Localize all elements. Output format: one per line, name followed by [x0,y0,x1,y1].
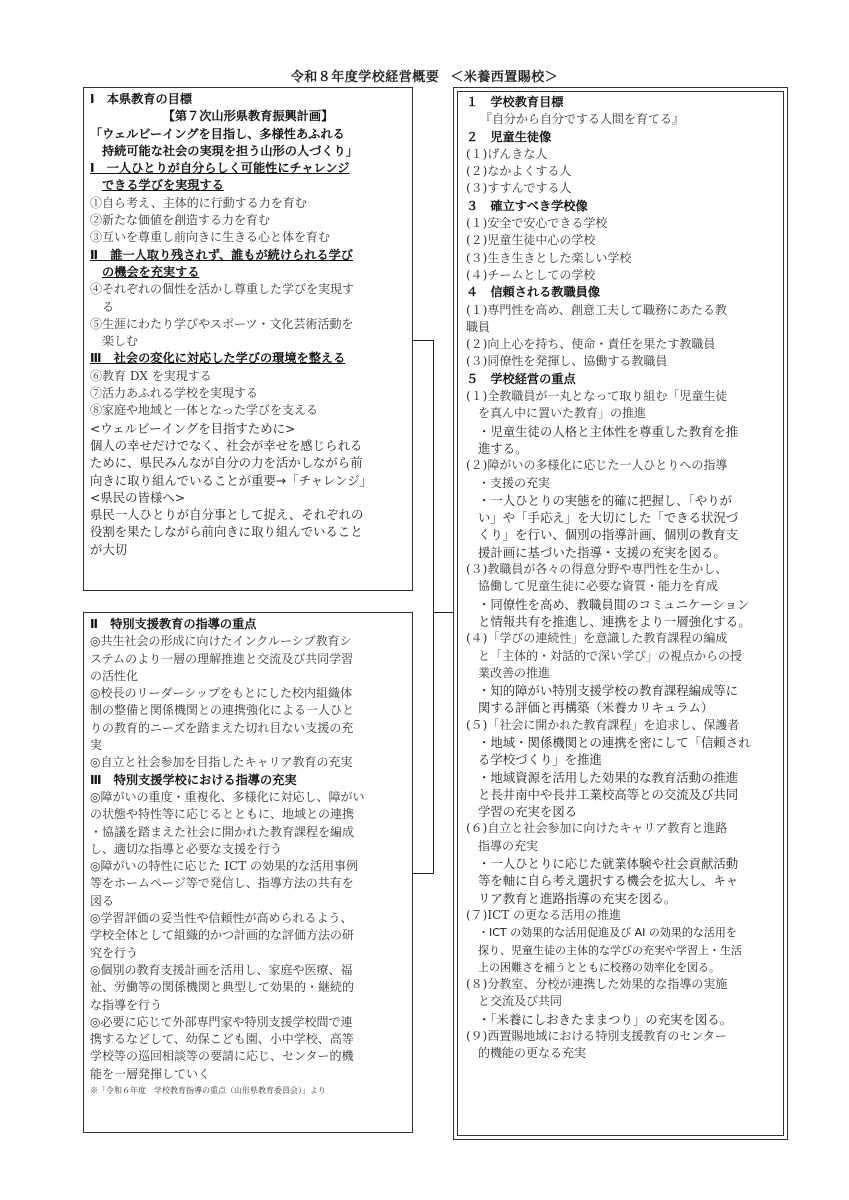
list-item: ⑥教育 DX を実現する [90,368,212,383]
bullet-line: 実 [90,738,103,753]
bullet-line: ・協議を踏まえた社会に開かれた教育課程を編成 [90,824,355,839]
priority-item: (１)全教職員が一丸となって取り組む「児童生徒 [466,389,728,404]
priority-detail: ・児童生徒の人格と主体性を尊重した教育を推 [478,423,739,439]
priority-item: を真ん中に置いた教育」の推進 [478,406,647,421]
list-item: ⑧家庭や地域と一体となった学びを支える [90,403,319,418]
education-goals-box [83,87,413,591]
bullet-line: 携するなどして、幼保こども園、小中学校、高等 [90,1032,354,1047]
bullet-line: な指導を行う [90,997,163,1012]
connector-line [413,340,434,341]
list-item: (４)チームとしての学校 [466,267,596,282]
pillar-heading: の機会を充実する [102,264,200,279]
people-text: 役割を果たしながら前向きに取り組んでいること [90,524,363,540]
section-heading: ５ 学校経営の重点 [466,371,576,386]
pillar-heading: Ⅱ 誰一人取り残されず、誰もが続けられる学び [90,247,353,262]
bullet-line: ステムのより一層の理解推進と交流及び共同学習 [90,651,354,666]
bullet-line: 等をホームページ等で発信し、指導方法の共有を [90,876,354,891]
bullet-line: 学校等の巡回相談等の要請に応じ、センター的機 [90,1049,354,1064]
priority-item: (８)分教室、分校が連携した効果的な指導の実施 [466,977,728,992]
connector-line [413,873,434,874]
bullet-line: し、適切な指導と必要な支援を行う [90,841,283,856]
footnote: ※「令和６年度 学校教育指導の重点（山形県教育委員会）」より [90,1086,326,1096]
list-item: (１)げんきな人 [466,146,548,161]
priority-detail: ・地域・関係機関との連携を密にして「信頼され [478,734,751,750]
bullet-line: ◎障がいの特性に応じた ICT の効果的な活用事例 [90,859,359,874]
priority-detail: 進する。 [478,440,528,456]
bullet-line: ◎必要に応じて外部専門家や特別支援学校間で連 [90,1014,353,1029]
list-item: (２)向上心を持ち、使命・責任を果たす教職員 [466,337,716,352]
bullet-line: 究を行う [90,945,139,960]
priority-item: ・支援の充実 [478,475,551,490]
wellbeing-text: 個人の幸せだけでなく、社会が幸せを感じられる [90,437,363,453]
section-heading: ３ 確立すべき学校像 [466,198,588,213]
list-item: (１)専門性を高め、創意工夫して職務にあたる教 [466,302,727,317]
priority-item: と交流及び共同 [478,994,563,1009]
bullet-line: 制の整備と関係機関との連携強化による一人ひと [90,703,355,718]
wellbeing-text: 向きに取り組んでいることが重要→「チャレンジ」 [90,472,372,488]
priority-item: 協働して児童生徒に必要な資質・能力を育成 [478,579,719,594]
list-item: (３)すすんでする人 [466,181,572,196]
priority-detail: ・知的障がい特別支援学校の教育課程編成等に [478,683,739,699]
list-item: ④それぞれの個性を活かし尊重した学びを実現す [90,282,355,297]
priority-item: (３)教職員が各々の得意分野や専門性を生かし、 [466,562,728,577]
people-heading: <県民の皆様へ> [90,489,186,505]
bullet-line: 学校全体として組織的かつ計画的な評価方法の研 [90,928,355,943]
list-item: ①自ら考え、主体的に行動する力を育む [90,195,307,210]
bullet-line: 祉、労働等の関係機関と典型して効果的・継続的 [90,980,355,995]
bullet-line: の活性化 [90,668,139,683]
priority-detail: ・同僚性を高め、教職員間のコミュニケーション [478,596,750,612]
list-item: 職員 [466,319,491,334]
list-item: ③互いを尊重し前向きに生きる心と体を育む [90,230,331,245]
special-support-box [83,612,413,1133]
priority-detail: る学校づくり」を推進 [478,752,602,768]
priority-item: 指導の充実 [478,838,539,853]
priority-item: (６)自立と社会参加に向けたキャリア教育と進路 [466,821,728,836]
page-title [0,66,849,85]
priority-item: (５)「社会に開かれた教育課程」を追求し、保護者 [466,717,740,732]
bullet-line: ◎校長のリーダーシップをもとにした校内組織体 [90,686,352,701]
section-heading: １ 学校教育目標 [466,95,564,109]
bullet-line: 能を一層発揮していく [90,1066,211,1081]
priority-detail: 上の困難さを補うとともに校務の効率化を図る。 [478,960,720,974]
pillar-heading: Ⅰ 一人ひとりが自分らしく可能性にチャレンジ [90,161,350,176]
list-item: る [102,299,115,314]
list-item: 楽しむ [102,334,139,349]
priority-item: (２)障がいの多様化に応じた一人ひとりへの指導 [466,458,728,473]
school-management-box [453,87,788,1140]
list-item: ②新たな価値を創造する力を育む [90,213,271,228]
priority-detail: 学習の充実を図る [478,804,578,820]
priority-detail: ・一人ひとりの実態を的確に把握し、「やりが [478,492,733,508]
bullet-line: ◎個別の教育支援計画を活用し、家庭や医療、福 [90,962,353,977]
priority-detail: くり」を行い、個別の指導計画、個別の教育支 [478,527,739,543]
people-text: が大切 [90,541,128,557]
list-item: (３)同僚性を発揮し、協働する教職員 [466,354,668,369]
section-heading: Ⅱ 特別支援教育の指導の重点 [90,617,257,631]
priority-detail: い」や「手応え」を大切にした「できる状況づ [478,510,739,526]
priority-detail: リア教育と進路指導の充実を図る。 [478,890,677,906]
bullet-line: ◎共生社会の形成に向けたインクルーシブ教育シ [90,634,352,649]
priority-item: (７)ICT の更なる活用の推進 [466,907,622,922]
priority-item: 業改善の推進 [478,665,551,680]
slogan-line: 持続可能な社会の実現を担う山形の人づくり」 [102,143,358,158]
list-item: (１)安全で安心できる学校 [466,216,608,231]
title-school: ＜米養西置賜校＞ [450,70,559,85]
priority-detail: ・地域資源を活用した効果的な教育活動の推進 [478,769,739,785]
priority-item: (９)西置賜地域における特別支援教育のセンター [466,1029,727,1044]
list-item: ⑤生涯にわたり学びやスポーツ・文化芸術活動を [90,316,354,331]
list-item: ⑦活力あふれる学校を実現する [90,386,259,401]
bullet-line: ◎障がいの重度・重複化、多様化に対応し、障がい [90,789,365,804]
list-item: (２)なかよくする人 [466,164,572,179]
slogan-line: 「ウェルビーイングを目指し、多様性あふれる [90,126,345,141]
pillar-heading: できる学びを実現する [102,178,224,193]
priority-detail: 等を軸に自ら考え選択する機会を拡大し、キャ [478,873,739,889]
bullet-line: 図る [90,893,115,908]
people-text: 県民一人ひとりが自分事として捉え、それぞれの [90,507,364,523]
section-heading: ２ 児童生徒像 [466,129,552,144]
wellbeing-heading: <ウェルビーイングを目指すために> [90,420,296,436]
school-goal: 『自分から自分でする人間を育てる』 [480,112,685,127]
section-heading: ４ 信頼される教職員像 [466,285,601,300]
connector-line [433,612,454,613]
list-item: (３)生き生きとした楽しい学校 [466,250,632,265]
priority-detail: ・一人ひとりに応じた就業体験や社会貢献活動 [478,856,739,872]
bullet-line: ◎学習評価の妥当性や信頼性が高められるよう、 [90,911,353,926]
wellbeing-text: ために、県民みんなが自分の力を活かしながら前 [90,455,363,471]
section-heading: Ⅰ 本県教育の目標 [90,92,193,106]
title-main: 令和８年度学校経営概要 [290,70,440,85]
priority-detail: 探り、児童生徒の主体的な学びの充実や学習上・生活 [478,943,742,957]
priority-detail: と情報共有を推進し、連携をより一層強化する。 [478,613,751,629]
priority-detail: 関する評価と再構築（米養カリキュラム） [478,700,714,716]
priority-detail: 援計画に基づいた指導・支援の充実を図る。 [478,544,726,560]
connector-line [433,340,434,874]
plan-name: 【第７次山形県教育振興計画】 [162,109,334,124]
list-item: (２)児童生徒中心の学校 [466,233,596,248]
priority-detail: と長井南中や長井工業校高等との交流及び共同 [478,786,739,802]
priority-item: 的機能の更なる充実 [478,1046,587,1061]
priority-item: と「主体的・対話的で深い学び」の視点からの授 [478,648,743,663]
priority-item: (４)「学びの連続性」を意識した教育課程の編成 [466,631,728,646]
section-heading: Ⅲ 特別支援学校における指導の充実 [90,772,297,787]
bullet-line: りの教育的ニーズを踏まえた切れ目ない支援の充 [90,720,354,735]
priority-detail: ・ICT の効果的な活用促進及び AI の効果的な活用を [478,926,737,940]
bullet-line: の状態や特性等に応じるとともに、地域との連携 [90,807,355,822]
bullet-line: ◎自立と社会参加を目指したキャリア教育の充実 [90,755,353,770]
priority-detail: ・「米養にしおきたままつり」の充実を図る。 [478,1011,733,1027]
pillar-heading: Ⅲ 社会の変化に対応した学びの環境を整える [90,351,346,366]
